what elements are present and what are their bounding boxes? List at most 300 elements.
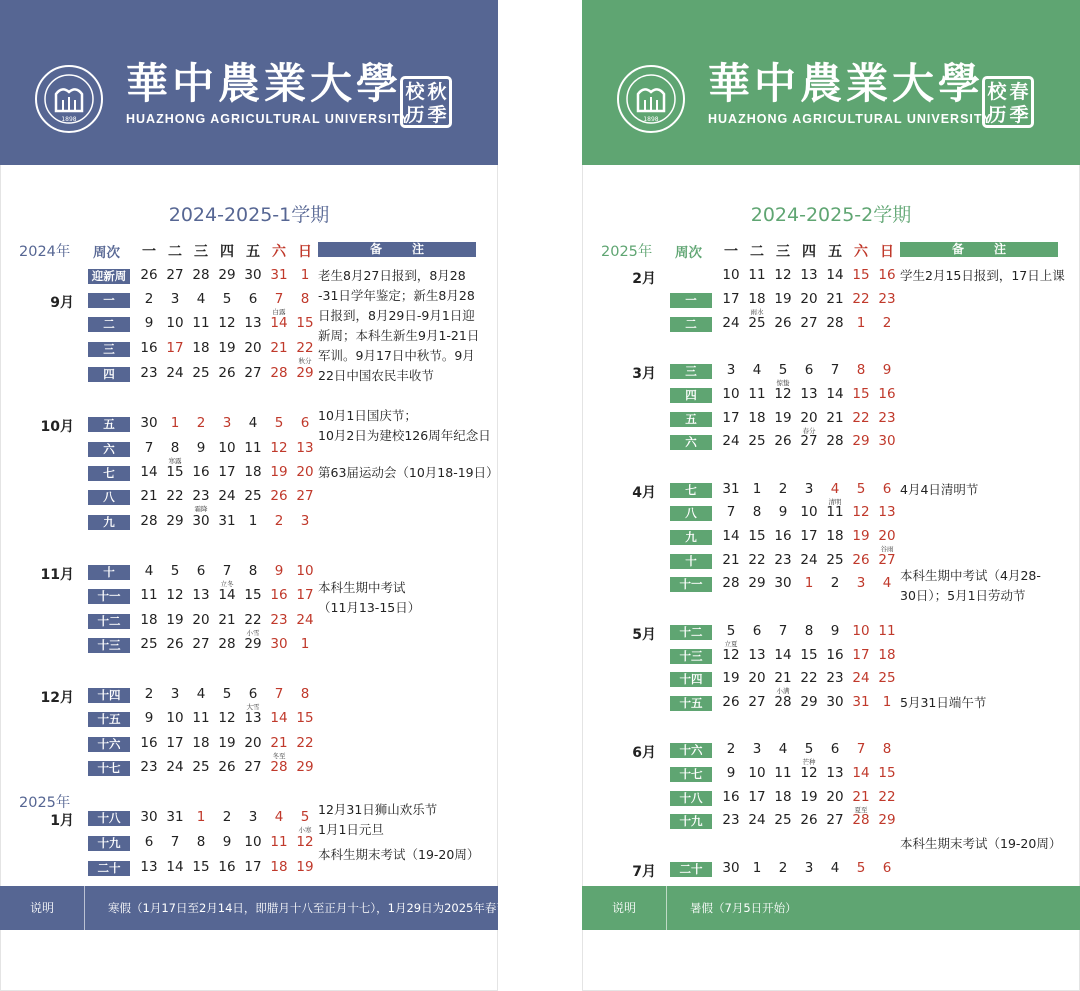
calendar-day: 12 bbox=[296, 834, 314, 850]
calendar-day: 10 bbox=[748, 765, 766, 781]
calendar-day: 9 bbox=[144, 710, 154, 726]
calendar-day: 22 bbox=[852, 291, 870, 307]
remark-note: 第63届运动会（10月18-19日） bbox=[318, 465, 499, 480]
calendar-day: 17 bbox=[722, 410, 740, 426]
calendar-day: 26 bbox=[166, 636, 184, 652]
month-label: 10月 bbox=[40, 419, 74, 435]
footer-divider bbox=[666, 886, 667, 930]
calendar-day: 26 bbox=[218, 365, 236, 381]
calendar-day: 14 bbox=[140, 464, 158, 480]
calendar-day: 21 bbox=[140, 488, 158, 504]
calendar-day: 7 bbox=[274, 291, 284, 307]
calendar-day: 1 bbox=[752, 481, 762, 497]
calendar-day: 19 bbox=[774, 410, 792, 426]
calendar-day: 3 bbox=[300, 513, 310, 529]
week-number-tag: 迎新周 bbox=[88, 269, 130, 284]
calendar-day: 6 bbox=[882, 860, 892, 876]
calendar-day: 5 bbox=[170, 563, 180, 579]
calendar-day: 17 bbox=[244, 859, 262, 875]
calendar-day: 27 bbox=[244, 759, 262, 775]
remark-note: 本科生期中考试（4月28- 30日）；5月1日劳动节 bbox=[900, 568, 1041, 603]
calendar-day: 15 bbox=[748, 528, 766, 544]
calendar-day: 21 bbox=[826, 291, 844, 307]
calendar-day: 30 bbox=[826, 694, 844, 710]
week-number-tag: 六 bbox=[670, 435, 712, 450]
month-label: 2月 bbox=[632, 271, 656, 287]
week-column-header: 周次 bbox=[675, 245, 702, 261]
calendar-day: 21 bbox=[270, 735, 288, 751]
spring-calendar-card bbox=[582, 0, 1080, 991]
calendar-day: 20 bbox=[878, 528, 896, 544]
calendar-day: 10 bbox=[296, 563, 314, 579]
notes-header: 备注 bbox=[900, 242, 1058, 257]
week-number-tag: 十 bbox=[88, 565, 130, 580]
footer-label: 说明 bbox=[611, 901, 636, 915]
calendar-day: 23 bbox=[140, 759, 158, 775]
calendar-day: 6 bbox=[830, 741, 840, 757]
calendar-day: 1 bbox=[804, 575, 814, 591]
calendar-day: 14 bbox=[722, 528, 740, 544]
remark-note: 学生2月15日报到，17日上课 bbox=[900, 268, 1065, 283]
calendar-day: 9 bbox=[830, 623, 840, 639]
footer-label: 说明 bbox=[29, 901, 54, 915]
calendar-day: 10 bbox=[852, 623, 870, 639]
calendar-day: 23 bbox=[192, 488, 210, 504]
calendar-day: 8 bbox=[196, 834, 206, 850]
calendar-day: 8 bbox=[804, 623, 814, 639]
calendar-day: 1 bbox=[856, 315, 866, 331]
university-brand bbox=[126, 59, 410, 126]
calendar-day: 15 bbox=[296, 710, 314, 726]
year-label: 2025年 bbox=[601, 244, 653, 260]
calendar-day: 27 bbox=[878, 552, 896, 568]
calendar-day: 23 bbox=[722, 812, 740, 828]
calendar-day: 20 bbox=[296, 464, 314, 480]
solar-term-label: 小雪 bbox=[246, 629, 260, 637]
calendar-day: 31 bbox=[852, 694, 870, 710]
calendar-day: 31 bbox=[722, 481, 740, 497]
week-number-tag: 二十 bbox=[88, 861, 130, 876]
calendar-day: 30 bbox=[774, 575, 792, 591]
calendar-day: 19 bbox=[218, 340, 236, 356]
calendar-day: 27 bbox=[296, 488, 314, 504]
calendar-day: 26 bbox=[800, 812, 818, 828]
calendar-day: 20 bbox=[192, 612, 210, 628]
month-label: 4月 bbox=[632, 485, 656, 501]
calendar-day: 4 bbox=[882, 575, 892, 591]
calendar-day: 24 bbox=[722, 433, 740, 449]
calendar-day: 15 bbox=[166, 464, 184, 480]
calendar-day: 28 bbox=[270, 365, 288, 381]
calendar-day: 15 bbox=[192, 859, 210, 875]
calendar-day: 13 bbox=[244, 315, 262, 331]
calendar-day: 14 bbox=[826, 386, 844, 402]
calendar-day: 1 bbox=[248, 513, 258, 529]
week-number-tag: 七 bbox=[670, 483, 712, 498]
month-label: 7月 bbox=[632, 864, 656, 880]
solar-term-label: 白露 bbox=[272, 308, 286, 316]
seal-year: 1898 bbox=[643, 116, 659, 123]
calendar-day: 1 bbox=[170, 415, 180, 431]
brand-chinese-name: 華中農業大學 bbox=[708, 59, 985, 108]
calendar-day: 11 bbox=[826, 504, 844, 520]
calendar-day: 18 bbox=[878, 647, 896, 663]
calendar-day: 13 bbox=[140, 859, 158, 875]
calendar-day: 10 bbox=[244, 834, 262, 850]
calendar-day: 30 bbox=[192, 513, 210, 529]
weekday-header: 四 bbox=[220, 244, 234, 260]
calendar-day: 22 bbox=[748, 552, 766, 568]
calendar-day: 29 bbox=[166, 513, 184, 529]
month-label: 9月 bbox=[50, 295, 74, 311]
calendar-day: 7 bbox=[856, 741, 866, 757]
calendar-day: 8 bbox=[856, 362, 866, 378]
calendar-day: 11 bbox=[878, 623, 896, 639]
calendar-day: 8 bbox=[170, 440, 180, 456]
calendar-day: 16 bbox=[878, 267, 896, 283]
calendar-day: 6 bbox=[196, 563, 206, 579]
week-number-tag: 十三 bbox=[88, 638, 130, 653]
calendar-day: 14 bbox=[270, 710, 288, 726]
calendar-day: 30 bbox=[878, 433, 896, 449]
brand-english-name: HUAZHONG AGRICULTURAL UNIVERSITY bbox=[126, 112, 410, 126]
calendar-day: 13 bbox=[192, 587, 210, 603]
calendar-day: 20 bbox=[748, 670, 766, 686]
calendar-day: 16 bbox=[218, 859, 236, 875]
calendar-day: 25 bbox=[878, 670, 896, 686]
calendar-day: 17 bbox=[296, 587, 314, 603]
calendar-day: 15 bbox=[878, 765, 896, 781]
calendar-day: 17 bbox=[852, 647, 870, 663]
calendar-day: 18 bbox=[748, 410, 766, 426]
calendar-day: 12 bbox=[270, 440, 288, 456]
calendar-day: 1 bbox=[300, 267, 310, 283]
calendar-day: 25 bbox=[748, 315, 766, 331]
stamp-char: 历 bbox=[987, 104, 1007, 126]
calendar-day: 17 bbox=[166, 735, 184, 751]
calendar-day: 25 bbox=[192, 759, 210, 775]
calendar-day: 19 bbox=[774, 291, 792, 307]
calendar-day: 22 bbox=[244, 612, 262, 628]
calendar-day: 17 bbox=[748, 789, 766, 805]
solar-term-label: 霜降 bbox=[194, 505, 208, 513]
calendar-day: 9 bbox=[196, 440, 206, 456]
calendar-day: 22 bbox=[166, 488, 184, 504]
calendar-day: 28 bbox=[826, 433, 844, 449]
calendar-day: 15 bbox=[296, 315, 314, 331]
calendar-day: 12 bbox=[722, 647, 740, 663]
calendar-day: 31 bbox=[218, 513, 236, 529]
calendar-day: 24 bbox=[296, 612, 314, 628]
calendar-day: 4 bbox=[144, 563, 154, 579]
calendar-day: 27 bbox=[748, 694, 766, 710]
calendar-day: 5 bbox=[856, 860, 866, 876]
calendar-day: 16 bbox=[192, 464, 210, 480]
calendar-day: 2 bbox=[144, 686, 154, 702]
calendar-day: 31 bbox=[270, 267, 288, 283]
solar-term-label: 清明 bbox=[828, 498, 842, 506]
calendar-day: 6 bbox=[248, 291, 258, 307]
year-label: 2024年 bbox=[19, 244, 71, 260]
calendar-day: 20 bbox=[800, 291, 818, 307]
calendar-day: 2 bbox=[196, 415, 206, 431]
calendar-day: 10 bbox=[722, 267, 740, 283]
week-number-tag: 二 bbox=[670, 317, 712, 332]
calendar-day: 13 bbox=[826, 765, 844, 781]
calendar-day: 10 bbox=[800, 504, 818, 520]
calendar-day: 1 bbox=[300, 636, 310, 652]
calendar-day: 2 bbox=[144, 291, 154, 307]
calendar-day: 18 bbox=[270, 859, 288, 875]
weekday-header: 五 bbox=[246, 244, 260, 260]
calendar-day: 29 bbox=[852, 433, 870, 449]
brand-chinese-name: 華中農業大學 bbox=[126, 59, 403, 108]
calendar-day: 21 bbox=[774, 670, 792, 686]
calendar-day: 7 bbox=[274, 686, 284, 702]
footer-bar bbox=[582, 886, 1080, 930]
calendar-day: 16 bbox=[774, 528, 792, 544]
calendar-day: 21 bbox=[270, 340, 288, 356]
footer-divider bbox=[84, 886, 85, 930]
calendar-day: 28 bbox=[218, 636, 236, 652]
calendar-day: 29 bbox=[296, 365, 314, 381]
solar-term-label: 立冬 bbox=[220, 580, 234, 588]
calendar-day: 4 bbox=[196, 686, 206, 702]
calendar-day: 16 bbox=[878, 386, 896, 402]
calendar-day: 6 bbox=[300, 415, 310, 431]
footer-text: 暑假（7月5日开始） bbox=[690, 901, 797, 915]
calendar-day: 5 bbox=[300, 809, 310, 825]
calendar-day: 4 bbox=[248, 415, 258, 431]
calendar-day: 4 bbox=[196, 291, 206, 307]
calendar-day: 13 bbox=[748, 647, 766, 663]
week-number-tag: 一 bbox=[88, 293, 130, 308]
calendar-day: 14 bbox=[826, 267, 844, 283]
calendar-day: 5 bbox=[222, 686, 232, 702]
calendar-day: 4 bbox=[778, 741, 788, 757]
calendar-day: 18 bbox=[244, 464, 262, 480]
calendar-day: 3 bbox=[170, 686, 180, 702]
calendar-day: 11 bbox=[244, 440, 262, 456]
footer-bar bbox=[0, 886, 508, 930]
week-number-tag: 十二 bbox=[670, 625, 712, 640]
week-number-tag: 十八 bbox=[670, 791, 712, 806]
solar-term-label: 谷雨 bbox=[880, 545, 894, 553]
calendar-day: 27 bbox=[166, 267, 184, 283]
university-seal-logo bbox=[34, 64, 104, 134]
weekday-header: 三 bbox=[194, 244, 208, 260]
calendar-day: 14 bbox=[852, 765, 870, 781]
calendar-day: 8 bbox=[300, 686, 310, 702]
calendar-day: 2 bbox=[778, 481, 788, 497]
calendar-day: 24 bbox=[800, 552, 818, 568]
calendar-day: 19 bbox=[296, 859, 314, 875]
remark-note: 12月31日狮山欢乐节 1月1日元旦 bbox=[318, 802, 438, 837]
calendar-day: 21 bbox=[852, 789, 870, 805]
calendar-day: 18 bbox=[192, 735, 210, 751]
week-number-tag: 八 bbox=[670, 506, 712, 521]
week-number-tag: 十七 bbox=[670, 767, 712, 782]
weekday-header: 一 bbox=[142, 244, 156, 260]
calendar-day: 11 bbox=[140, 587, 158, 603]
calendar-day: 29 bbox=[218, 267, 236, 283]
year-label-2: 2025年 bbox=[19, 795, 71, 811]
calendar-day: 20 bbox=[800, 410, 818, 426]
week-number-tag: 八 bbox=[88, 490, 130, 505]
notes-header: 备注 bbox=[318, 242, 476, 257]
calendar-day: 3 bbox=[804, 481, 814, 497]
week-number-tag: 十一 bbox=[88, 589, 130, 604]
footer-text: 寒假（1月17日至2月14日，即腊月十八至正月十七），1月29日为2025年春节 bbox=[108, 901, 508, 915]
calendar-day: 11 bbox=[192, 315, 210, 331]
calendar-day: 6 bbox=[804, 362, 814, 378]
stamp-char: 春 bbox=[1009, 81, 1029, 103]
calendar-day: 17 bbox=[722, 291, 740, 307]
calendar-day: 9 bbox=[882, 362, 892, 378]
calendar-day: 27 bbox=[826, 812, 844, 828]
calendar-day: 12 bbox=[774, 267, 792, 283]
calendar-day: 26 bbox=[722, 694, 740, 710]
calendar-day: 9 bbox=[222, 834, 232, 850]
header-band bbox=[0, 0, 498, 165]
brand-english-name: HUAZHONG AGRICULTURAL UNIVERSITY bbox=[708, 112, 992, 126]
calendar-day: 25 bbox=[244, 488, 262, 504]
calendar-day: 19 bbox=[218, 735, 236, 751]
week-number-tag: 十八 bbox=[88, 811, 130, 826]
week-number-tag: 十五 bbox=[670, 696, 712, 711]
calendar-day: 14 bbox=[166, 859, 184, 875]
weekday-header: 二 bbox=[750, 244, 764, 260]
calendar-day: 6 bbox=[882, 481, 892, 497]
remark-note: 老生8月27日报到，8月28 -31日学年鉴定；新生8月28 日报到，8月29日-9月1日迎 新周；本科生新生9月1-21日 军训。9月17日中秋节。9月 22日中国农民丰收节 bbox=[318, 268, 480, 383]
calendar-day: 10 bbox=[166, 710, 184, 726]
calendar-day: 7 bbox=[778, 623, 788, 639]
calendar-day: 27 bbox=[800, 433, 818, 449]
calendar-day: 8 bbox=[752, 504, 762, 520]
calendar-day: 24 bbox=[748, 812, 766, 828]
week-number-tag: 五 bbox=[670, 412, 712, 427]
calendar-day: 11 bbox=[748, 267, 766, 283]
calendar-day: 23 bbox=[878, 410, 896, 426]
calendar-day: 23 bbox=[826, 670, 844, 686]
calendar-day: 7 bbox=[830, 362, 840, 378]
week-number-tag: 十一 bbox=[670, 577, 712, 592]
calendar-day: 18 bbox=[748, 291, 766, 307]
week-number-tag: 四 bbox=[88, 367, 130, 382]
solar-term-label: 冬至 bbox=[272, 752, 286, 760]
solar-term-label: 夏至 bbox=[854, 806, 868, 814]
calendar-day: 8 bbox=[300, 291, 310, 307]
weekday-header: 六 bbox=[854, 244, 868, 260]
calendar-day: 14 bbox=[218, 587, 236, 603]
calendar-day: 28 bbox=[826, 315, 844, 331]
calendar-day: 30 bbox=[270, 636, 288, 652]
weekday-header: 五 bbox=[828, 244, 842, 260]
calendar-day: 29 bbox=[800, 694, 818, 710]
calendar-day: 20 bbox=[826, 789, 844, 805]
calendar-day: 5 bbox=[726, 623, 736, 639]
month-label: 3月 bbox=[632, 366, 656, 382]
month-label: 11月 bbox=[40, 567, 74, 583]
solar-term-label: 惊蛰 bbox=[776, 379, 790, 387]
calendar-day: 12 bbox=[774, 386, 792, 402]
month-label: 6月 bbox=[632, 745, 656, 761]
calendar-day: 2 bbox=[830, 575, 840, 591]
calendar-day: 29 bbox=[748, 575, 766, 591]
calendar-day: 16 bbox=[722, 789, 740, 805]
week-number-tag: 七 bbox=[88, 466, 130, 481]
season-stamp bbox=[400, 76, 452, 128]
calendar-day: 10 bbox=[722, 386, 740, 402]
calendar-day: 29 bbox=[296, 759, 314, 775]
calendar-day: 16 bbox=[140, 340, 158, 356]
calendar-day: 23 bbox=[878, 291, 896, 307]
calendar-day: 14 bbox=[270, 315, 288, 331]
calendar-day: 28 bbox=[774, 694, 792, 710]
stamp-char: 校 bbox=[987, 81, 1007, 103]
week-number-tag: 九 bbox=[88, 515, 130, 530]
calendar-day: 26 bbox=[218, 759, 236, 775]
calendar-day: 11 bbox=[748, 386, 766, 402]
calendar-day: 28 bbox=[270, 759, 288, 775]
calendar-day: 6 bbox=[144, 834, 154, 850]
solar-term-label: 小寒 bbox=[298, 826, 312, 834]
week-number-tag: 十六 bbox=[670, 743, 712, 758]
calendar-day: 24 bbox=[722, 315, 740, 331]
week-number-tag: 六 bbox=[88, 442, 130, 457]
calendar-day: 19 bbox=[270, 464, 288, 480]
calendar-day: 23 bbox=[270, 612, 288, 628]
calendar-day: 12 bbox=[218, 315, 236, 331]
seal-year: 1898 bbox=[61, 116, 77, 123]
solar-term-label: 寒露 bbox=[168, 457, 182, 465]
calendar-day: 15 bbox=[852, 267, 870, 283]
calendar-day: 2 bbox=[726, 741, 736, 757]
calendar-day: 11 bbox=[192, 710, 210, 726]
calendar-day: 6 bbox=[248, 686, 258, 702]
week-number-tag: 二十 bbox=[670, 862, 712, 877]
calendar-day: 26 bbox=[774, 433, 792, 449]
calendar-day: 10 bbox=[218, 440, 236, 456]
stamp-char: 秋 bbox=[427, 81, 447, 103]
week-number-tag: 十七 bbox=[88, 761, 130, 776]
calendar-day: 29 bbox=[878, 812, 896, 828]
calendar-day: 28 bbox=[192, 267, 210, 283]
week-number-tag: 三 bbox=[670, 364, 712, 379]
calendar-day: 22 bbox=[296, 735, 314, 751]
calendar-day: 17 bbox=[800, 528, 818, 544]
solar-term-label: 大雪 bbox=[246, 703, 260, 711]
calendar-day: 23 bbox=[774, 552, 792, 568]
calendar-day: 3 bbox=[170, 291, 180, 307]
calendar-day: 25 bbox=[826, 552, 844, 568]
week-number-tag: 十五 bbox=[88, 712, 130, 727]
calendar-day: 14 bbox=[774, 647, 792, 663]
week-number-tag: 十四 bbox=[88, 688, 130, 703]
stamp-char: 历 bbox=[405, 104, 425, 126]
week-number-tag: 一 bbox=[670, 293, 712, 308]
calendar-day: 30 bbox=[140, 415, 158, 431]
calendar-day: 4 bbox=[752, 362, 762, 378]
calendar-day: 30 bbox=[722, 860, 740, 876]
calendar-day: 3 bbox=[726, 362, 736, 378]
calendar-day: 11 bbox=[270, 834, 288, 850]
calendar-day: 6 bbox=[752, 623, 762, 639]
solar-term-label: 雨水 bbox=[750, 308, 764, 316]
remark-note: 本科生期末考试（19-20周） bbox=[900, 836, 1062, 851]
calendar-day: 28 bbox=[852, 812, 870, 828]
calendar-day: 24 bbox=[218, 488, 236, 504]
